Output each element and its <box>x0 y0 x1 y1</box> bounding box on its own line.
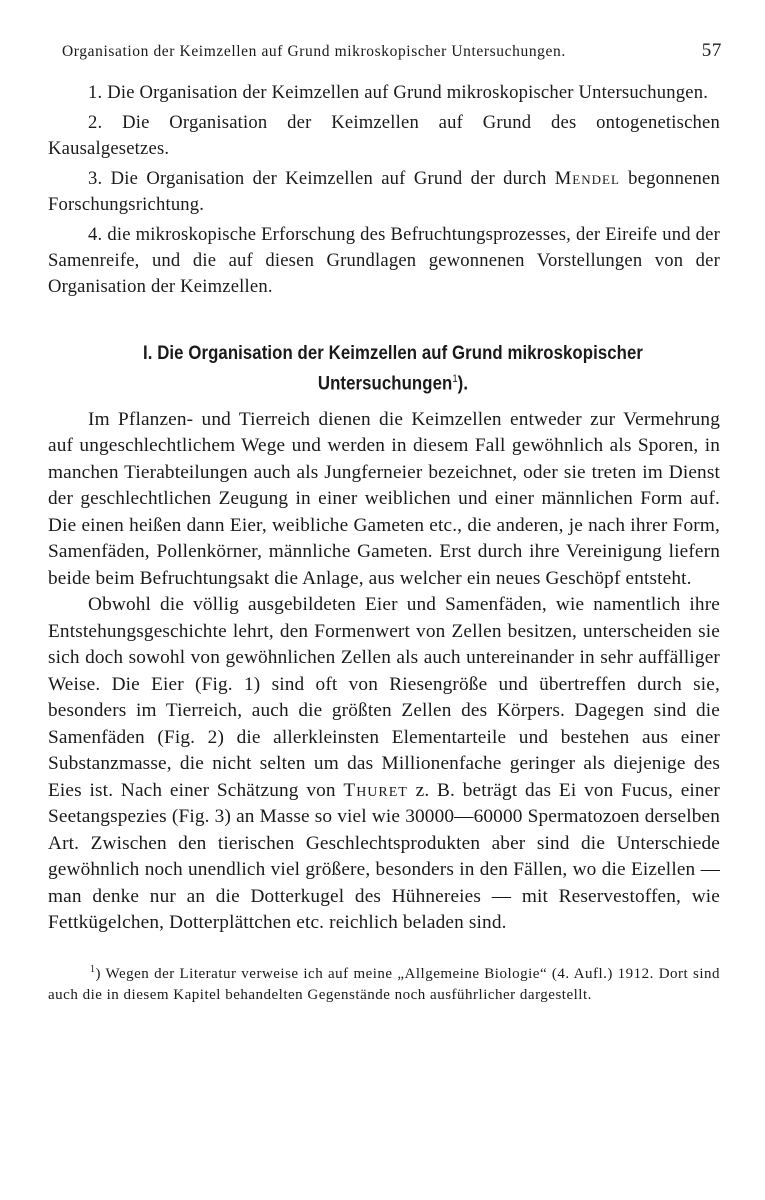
outline-number: 2. <box>88 112 103 133</box>
section-heading-suffix: ). <box>457 372 469 395</box>
footnote-text: Wegen der Literatur verweise ich auf meine „Allgemeine Biologie“ (4. Aufl.) 1912. Dort sind auch die in diesem Kapitel behandelten Gegenstände noch ausführlicher dargestellt. <box>48 965 720 1003</box>
outline-text-cont: begonnenen Forschungsrichtung. <box>48 168 720 215</box>
outline-text: die mikroskopische Erforschung des Befruchtungsprozesses, der Eireife und der Samenreife, und die auf diesen Grundlagen gewonnenen Vorstellungen von der Organisation der Keimzellen. <box>48 224 720 297</box>
paragraph-2-text: Obwohl die völlig ausgebildeten Eier und Samenfäden, wie namentlich ihre Entstehungsgeschichte lehrt, den Formenwert von Zellen besitzen, unterscheiden sie sich doch sowohl von gewöhnlichen Zellen als auch untereinander in sehr auffälliger Weise. Die Eier (Fig. 1) sind oft von Riesengröße und übertreffen durch sie, besonders im Tierreich, auch die größten Zellen des Körpers. Dagegen sind die Samenfäden (Fig. 2) die allerkleinsten Elementarteile und bestehen aus einer Substanzmasse, die nicht selten um das Millionenfache geringer als diejenige des Eies ist. Nach einer Schätzung von <box>48 594 720 801</box>
footnote-mark: 1 <box>90 963 96 975</box>
outline-item-4 <box>48 222 720 300</box>
running-title: Organisation der Keimzellen auf Grund mikroskopischer Untersuchungen. <box>62 43 566 60</box>
outline-number: 3. <box>88 168 103 189</box>
author-name: Thuret <box>343 779 408 801</box>
outline-number: 1. <box>88 82 103 103</box>
footnote-mark-close: ) <box>95 965 101 982</box>
outline-text: Die Organisation der Keimzellen auf Grund der durch <box>110 168 555 189</box>
author-name: Mendel <box>554 168 620 189</box>
paragraph-1: Im Pflanzen- und Tierreich dienen die Keimzellen entweder zur Vermehrung auf ungeschlechtlichem Wege und werden in diesem Fall gewöhnlich als Sporen, in manchen Tierabteilungen auch als Jungferneier bezeichnet, oder sie treten im Dienst der geschlechtlichen Zeugung in einer weiblichen und einer männlichen Form auf. Die einen heißen dann Eier, weibliche Gameten etc., die anderen, je nach ihrer Form, Samenfäden, Pollenkörner, männliche Gameten. Erst durch ihre Vereinigung liefern beide beim Befruchtungsakt die Anlage, aus welcher ein neues Geschöpf entsteht. <box>48 408 720 589</box>
outline-number: 4. <box>88 224 103 245</box>
chapter-outline <box>48 80 720 300</box>
outline-item-1 <box>48 80 720 106</box>
footnote-separator <box>48 937 720 947</box>
paragraph-2 <box>48 592 720 937</box>
book-page <box>48 40 720 1006</box>
page-number: 57 <box>701 40 722 61</box>
footnote-ref: 1 <box>452 373 458 385</box>
section-heading <box>131 340 656 397</box>
paragraph-2-text-cont: z. B. beträgt das Ei von Fucus, einer Seetangspezies (Fig. 3) an Masse so viel wie 30000—60000 Spermatozoen derselben Art. Zwischen den tierischen Geschlechtsprodukten aber sind die Unterschiede gewöhnlich noch unendlich viel größere, besonders in den Fällen, wo die Eizellen — man denke nur an die Dotterkugel des Hühnereies — mit Reservestoffen, wie Fettkügelchen, Dotterplättchen etc. reichlich beladen sind. <box>48 779 720 933</box>
outline-item-2 <box>48 110 720 162</box>
outline-item-3 <box>48 166 720 218</box>
outline-text: Die Organisation der Keimzellen auf Grund mikroskopischer Untersuchungen. <box>107 82 709 103</box>
footnote <box>48 959 720 1006</box>
section-heading-text: I. Die Organisation der Keimzellen auf Grund mikroskopischer Untersuchungen <box>142 342 644 395</box>
running-head <box>48 40 720 62</box>
outline-text: Die Organisation der Keimzellen auf Grund des ontogenetischen Kausalgesetzes. <box>48 112 720 159</box>
body-text <box>48 407 720 937</box>
